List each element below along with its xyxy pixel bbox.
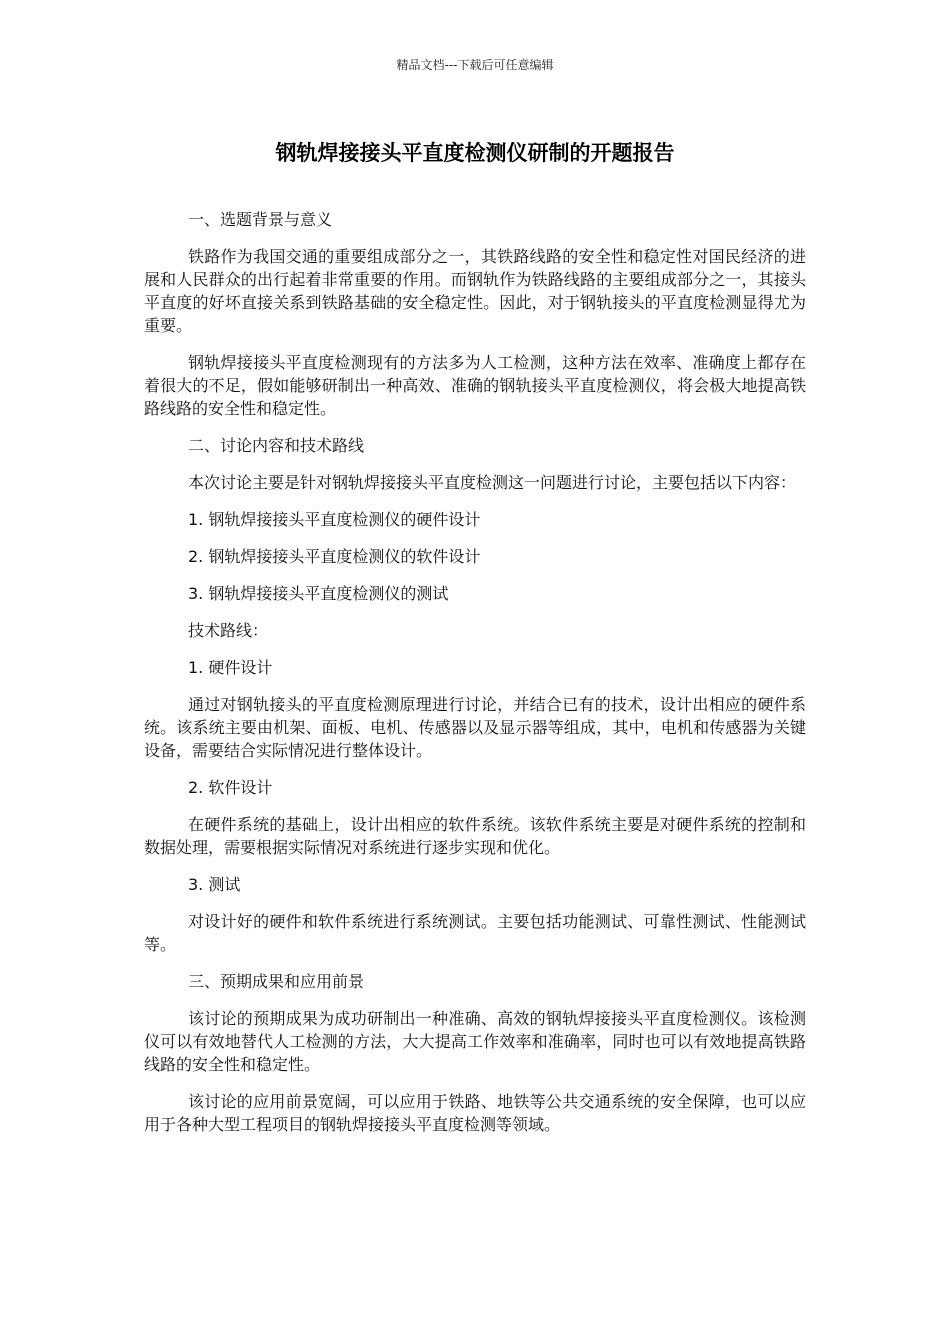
list-item-software: 2. 钢轨焊接接头平直度检测仪的软件设计 [188,547,481,566]
list-item-testing: 3. 钢轨焊接接头平直度检测仪的测试 [188,584,449,603]
section-heading-background: 一、选题背景与意义 [188,210,333,229]
paragraph-software: 在硬件系统的基础上，设计出相应的软件系统。该软件系统主要是对硬件系统的控制和数据处理，需要根据实际情况对系统进行逐步实现和优化。 [144,815,806,857]
paragraph-background-2: 钢轨焊接接头平直度检测现有的方法多为人工检测，这种方法在效率、准确度上都存在着很大的不足，假如能够研制出一种高效、准确的钢轨接头平直度检测仪，将会极大地提高铁路线路的安全性和稳定性。 [144,353,806,418]
document-title: 钢轨焊接接头平直度检测仪研制的开题报告 [275,141,675,165]
document-body [144,208,806,1150]
paragraph-research-intro: 本次讨论主要是针对钢轨焊接接头平直度检测这一问题进行讨论，主要包括以下内容： [188,473,797,492]
paragraph-hardware: 通过对钢轨接头的平直度检测原理进行讨论，并结合已有的技术，设计出相应的硬件系统。该系统主要由机架、面板、电机、传感器以及显示器等组成，其中，电机和传感器为关键设备，需要结合实际情况进行整体设计。 [144,695,806,760]
subheading-testing: 3. 测试 [188,875,241,894]
paragraph-background-1: 铁路作为我国交通的重要组成部分之一，其铁路线路的安全性和稳定性对国民经济的进展和人民群众的出行起着非常重要的作用。而钢轨作为铁路线路的主要组成部分之一，其接头平直度的好坏直接关系到铁路基础的安全稳定性。因此，对于钢轨接头的平直度检测显得尤为重要。 [144,247,806,335]
subheading-hardware: 1. 硬件设计 [188,658,273,677]
section-heading-research: 二、讨论内容和技术路线 [188,436,365,455]
paragraph-outcomes-1: 该讨论的预期成果为成功研制出一种准确、高效的钢轨焊接接头平直度检测仪。该检测仪可以有效地替代人工检测的方法，大大提高工作效率和准确率，同时也可以有效地提高铁路线路的安全性和稳定性。 [144,1009,806,1074]
section-heading-outcomes: 三、预期成果和应用前景 [188,972,365,991]
list-item-hardware: 1. 钢轨焊接接头平直度检测仪的硬件设计 [188,510,481,529]
paragraph-testing: 对设计好的硬件和软件系统进行系统测试。主要包括功能测试、可靠性测试、性能测试等。 [144,912,806,954]
subheading-software: 2. 软件设计 [188,778,273,797]
technical-route-label: 技术路线： [188,621,269,640]
header-note: 精品文档---下载后可任意编辑 [396,58,554,72]
paragraph-outcomes-2: 该讨论的应用前景宽阔，可以应用于铁路、地铁等公共交通系统的安全保障，也可以应用于各种大型工程项目的钢轨焊接接头平直度检测等领域。 [144,1092,806,1134]
